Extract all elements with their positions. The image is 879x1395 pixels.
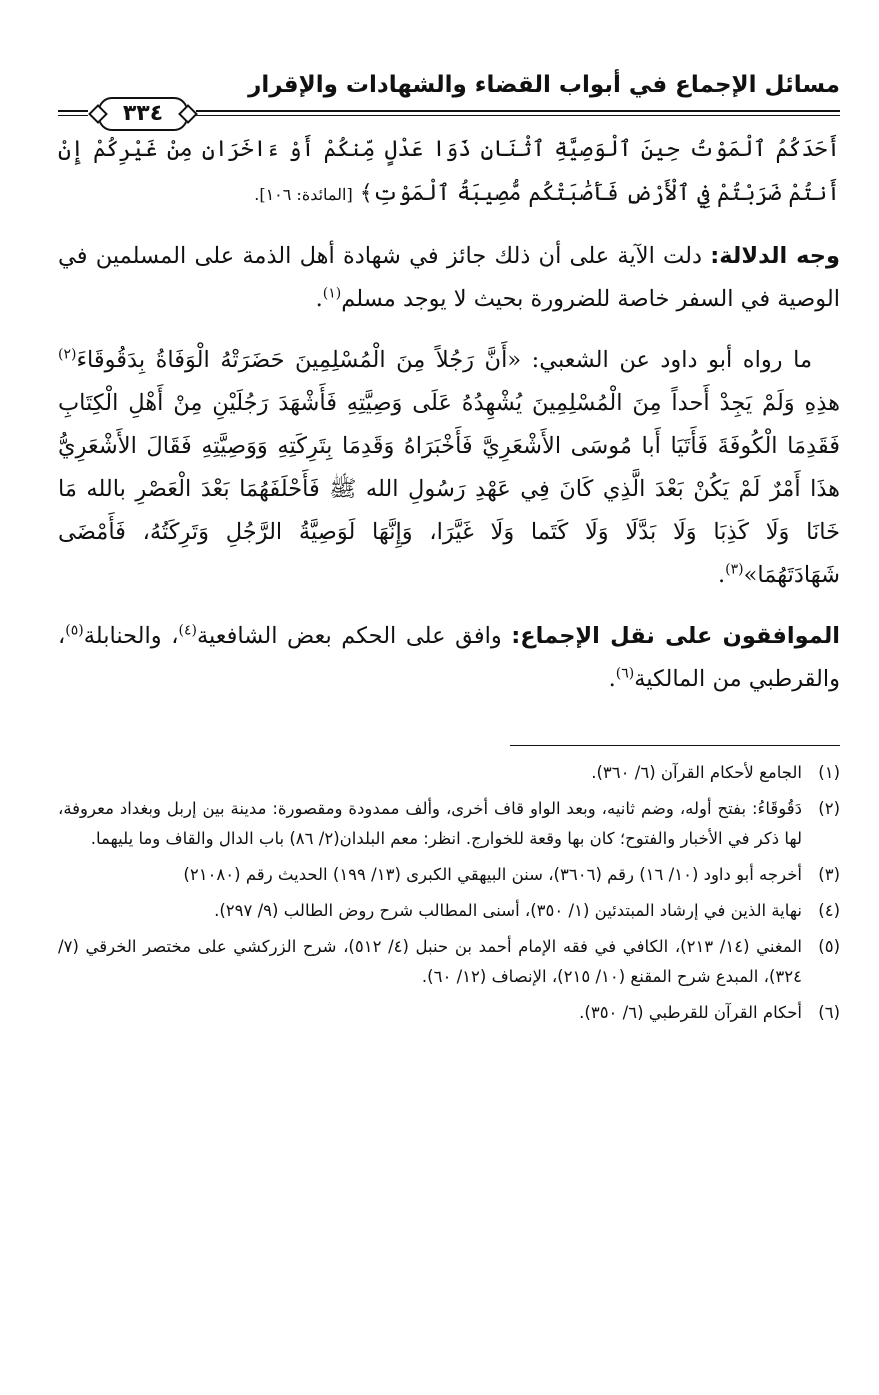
footnote-ref-1[interactable]: (١) — [322, 285, 342, 302]
footnote — [58, 998, 840, 1028]
hadith-text: هذِهِ وَلَمْ يَجِدْ أَحداً مِنَ الْمُسْلِمِينَ يُشْهِدُهُ عَلَى وَصِيَّتِهِ فَأَشْهَدَ رَجُلَيْنِ مِنْ أَهْلِ الْكِتَابِ فَقَدِمَا الْكُوفَةَ فَأَتَيَا أَبا مُوسَى الأَشْعَرِيَّ فَأَخْبَرَاهُ وَقَدِمَا بِتَرِكَتِهِ وَوَصِيَّتِهِ فَقَالَ الأَشْعَرِيُّ هذَا أَمْرٌ لَمْ يَكُنْ بَعْدَ الَّذِي كَانَ فِي عَهْدِ رَسُولِ الله ﷺ فَأَحْلَفَهُمَا بَعْدَ الْعَصْرِ بالله مَا خَانَا وَلَا كَذِبَا وَلَا بَدَّلَا وَلَا كَتَما وَلَا غَيَّرَا، وَإِنَّهَا لَوَصِيَّةُ الرَّجُلِ وَتَرِكَتُهُ، فَأَمْضَى شَهَادَتَهُمَا» — [58, 390, 840, 588]
footnote-number: (٤) — [818, 901, 840, 920]
footnote-ref-4[interactable]: (٤) — [178, 622, 197, 639]
footnote-number: (١) — [818, 763, 840, 782]
footnote-ref-5[interactable]: (٥) — [65, 622, 84, 639]
agreement-text-2: ، والحنابلة — [83, 623, 179, 649]
verse-reference: [المائدة: ١٠٦]. — [254, 185, 353, 204]
footnote-ref-6[interactable]: (٦) — [615, 665, 635, 682]
footnote-text: أحكام القرآن للقرطبي (٦/ ٣٥٠). — [579, 1003, 802, 1022]
footnote — [58, 794, 840, 854]
footnote — [58, 896, 840, 926]
verse-text: أَحَدَكُمُ ٱلْمَوْتُ حِينَ ٱلْوَصِيَّةِ ٱثْنَانِ ذَوَا عَدْلٍ مِّنكُمْ أَوْ ءَاخَرَانِ مِنْ غَيْرِكُمْ إِنْ أَنتُمْ ضَرَبْتُمْ فِي ٱلْأَرْضِ فَأَصَٰبَتْكُم مُّصِيبَةُ ٱلْمَوْتِ﴾ — [58, 137, 840, 206]
dalala-text: دلت الآية على أن ذلك جائز في شهادة أهل الذمة على المسلمين في الوصية في السفر خاصة للضرورة بحيث لا يوجد مسلم — [58, 243, 840, 312]
footnote-text: دَقُوقَاءُ: بفتح أوله، وضم ثانيه، وبعد الواو قاف أخرى، وألف ممدودة ومقصورة: مدينة بين إربل وبغداد معروفة، لها ذكر في الأخبار والفتوح؛ كان بها وقعة للخوارج. انظر: معم البلدان(٢/ ٨٦) باب الدال والقاف وما يليهما. — [58, 799, 802, 848]
footnote-number: (٢) — [818, 799, 840, 818]
footnote — [58, 932, 840, 992]
footnote-text: المغني (١٤/ ٢١٣)، الكافي في فقه الإمام أحمد بن حنبل (٤/ ٥١٢)، شرح الزركشي على مختصر الخرقي (٧/ ٣٢٤)، المبدع شرح المقنع (١٠/ ٢١٥)، الإنصاف (١٢/ ٦٠). — [58, 937, 802, 986]
footnote-ref-2[interactable]: (٢) — [58, 346, 77, 363]
footnote-ref-3[interactable]: (٣) — [725, 561, 744, 578]
hadith-paragraph: ما رواه أبو داود عن الشعبي: «أَنَّ رَجُلاً مِنَ الْمُسْلِمِينَ حَضَرَتْهُ الْوَفَاةُ بِدَقُوقَاءَ$^{(٢)}$ هذِهِ وَلَمْ يَجِدْ أَحداً مِنَ الْمُسْلِمِينَ يُشْهِدُهُ عَلَى وَصِيَّتِهِ فَأَشْهَدَ رَجُلَيْنِ مِنْ أَهْلِ الْكِتَابِ فَقَدِمَا الْكُوفَةَ فَأَتَيَا أَبا مُوسَى الأَشْعَرِيَّ فَأَخْبَرَاهُ وَقَدِمَا بِتَرِكَتِهِ وَوَصِيَّتِهِ فَقَالَ الأَشْعَرِيُّ هذَا أَمْرٌ لَمْ يَكُنْ بَعْدَ الَّذِي كَانَ فِي عَهْدِ رَسُولِ الله ﷺ فَأَحْلَفَهُمَا بَعْدَ الْعَصْرِ بالله مَا خَانَا وَلَا كَذِبَا وَلَا بَدَّلَا وَلَا كَتَما وَلَا غَيَّرَا، وَإِنَّهَا لَوَصِيَّةُ الرَّجُلِ وَتَرِكَتُهُ، فَأَمْضَى شَهَادَتَهُمَا»$^{(٣)}$. — [58, 346, 840, 588]
footnotes — [58, 758, 840, 1028]
hadith-intro: ما رواه أبو داود عن الشعبي: «أَنَّ رَجُلاً مِنَ الْمُسْلِمِينَ حَضَرَتْهُ الْوَفَاةُ بِدَقُوقَاءَ — [76, 347, 812, 373]
agreement-text-1: وافق على الحكم بعض الشافعية — [196, 623, 502, 649]
footnote-number: (٣) — [818, 865, 840, 884]
quran-verse — [58, 128, 840, 217]
running-header — [58, 60, 840, 128]
footnote — [58, 860, 840, 890]
page-number: ٣٣٤ — [98, 97, 188, 131]
agreement-paragraph: الموافقون على نقل الإجماع: وافق على الحكم بعض الشافعية$^{(٤)}$، والحنابلة$^{(٥)}$، والقرطبي من المالكية$^{(٦)}$. — [58, 622, 840, 692]
footnote-number: (٥) — [818, 937, 840, 956]
footnote-text: أخرجه أبو داود (١٠/ ١٦) رقم (٣٦٠٦)، سنن البيهقي الكبرى (١٣/ ١٩٩) الحديث رقم (٢١٠٨٠) — [183, 865, 802, 884]
header-title: مسائل الإجماع في أبواب القضاء والشهادات والإقرار — [248, 72, 840, 98]
footnote-number: (٦) — [818, 1003, 840, 1022]
book-page — [58, 60, 840, 1034]
footnote-separator — [510, 745, 840, 746]
footnote — [58, 758, 840, 788]
footnote-text: نهاية الذين في إرشاد المبتدئين (١/ ٣٥٠)، أسنى المطالب شرح روض الطالب (٩/ ٢٩٧). — [214, 901, 802, 920]
agreement-heading: الموافقون على نقل الإجماع: — [511, 623, 840, 649]
footnote-text: الجامع لأحكام القرآن (٦/ ٣٦٠). — [591, 763, 802, 782]
agreement-text-3: ، والقرطبي من المالكية — [58, 623, 840, 692]
dalala-heading: وجه الدلالة: — [710, 243, 841, 269]
page-body — [58, 128, 840, 701]
dalala-paragraph: وجه الدلالة: دلت الآية على أن ذلك جائز في شهادة أهل الذمة على المسلمين في الوصية في السفر خاصة للضرورة بحيث لا يوجد مسلم$^{(١)}$. — [58, 243, 841, 312]
